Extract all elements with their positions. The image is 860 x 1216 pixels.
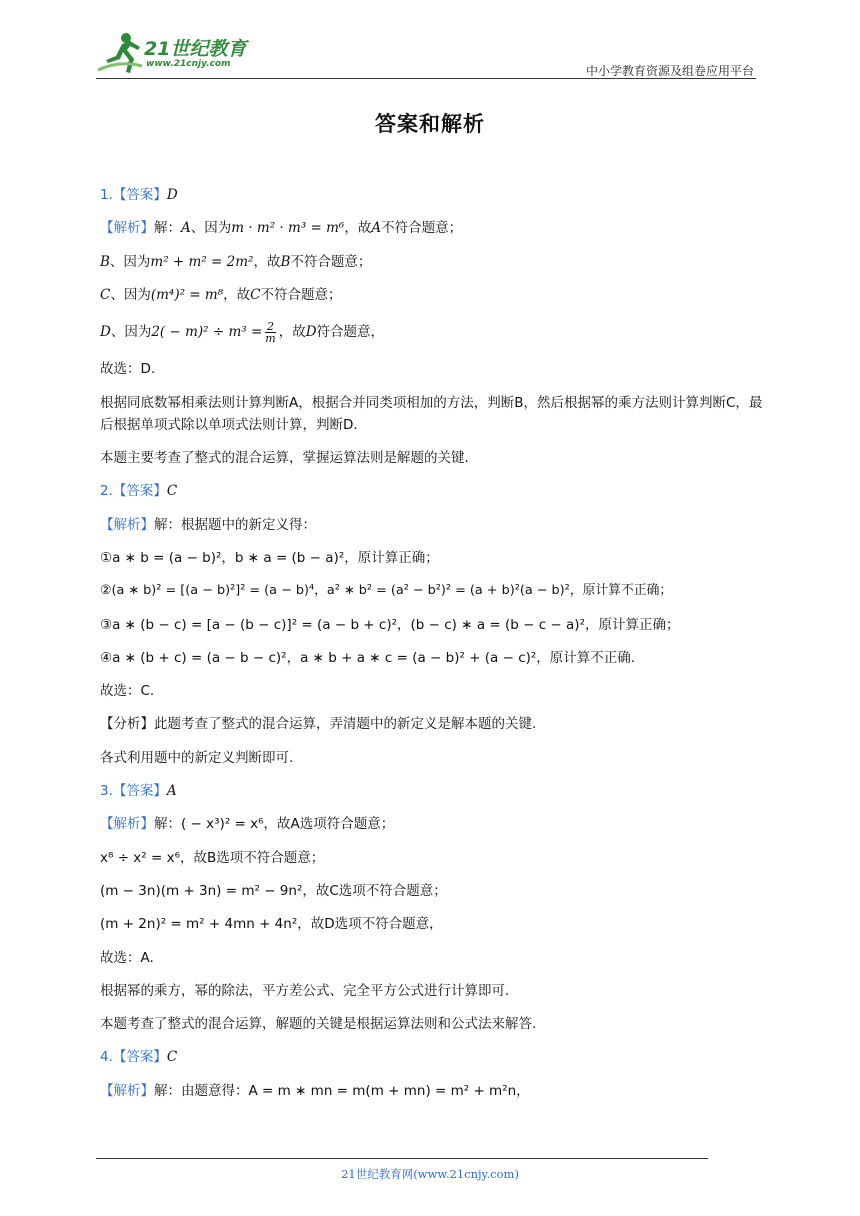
answer-label: 【答案】	[112, 483, 167, 500]
platform-name: 中小学教育资源及组卷应用平台	[585, 64, 754, 78]
q4-number: 4.	[100, 1049, 113, 1066]
option-letter: D	[100, 324, 111, 341]
page-footer[interactable]: 21世纪教育网(www.21cnjy.com)	[341, 1167, 519, 1181]
answer-label: 【答案】	[112, 1049, 167, 1066]
q1-note-2: 本题主要考查了整式的混合运算，掌握运算法则是解题的关键.	[100, 450, 469, 467]
q1-note-1: 根据同底数幂相乘法则计算判断A，根据合并同类项相加的方法，判断B，然后根据幂的乘方法则计算判断C，最后根据单项式除以单项式法则计算，判断D.	[100, 394, 763, 433]
fraction-numerator: 2	[267, 320, 274, 334]
q2-analysis-line-1	[100, 514, 770, 536]
site-logo	[96, 30, 266, 76]
page-header	[96, 30, 756, 79]
fraction-denominator: m	[265, 332, 276, 346]
q2-analysis-line-4: ③a ∗ (b − c) = [a − (b − c)]² = (a − b + c)²，(b − c) ∗ a = (b − c − a)²，原计算正确；	[100, 616, 680, 633]
q1-choose: 故选：D.	[100, 361, 156, 378]
q4-answer-line	[100, 1046, 770, 1068]
option-letter: D	[305, 324, 317, 341]
q1-analysis-line-2	[100, 251, 770, 273]
option-letter: A	[181, 220, 191, 237]
text: 解：由题意得：A = m ∗ mn = m(m + mn) = m² + m²n，	[154, 1082, 530, 1099]
answer-label: 【答案】	[112, 187, 167, 203]
text: 不符合题意；	[290, 253, 372, 270]
text: 解：根据题中的新定义得：	[154, 516, 316, 533]
text: ，故	[344, 220, 372, 237]
q4-analysis-line-1	[100, 1080, 770, 1102]
q1-number: 1.	[100, 187, 113, 203]
math-expression: m · m² · m³ = m⁶	[231, 220, 345, 237]
q3-analysis-line-2: x⁸ ÷ x² = x⁶，故B选项不符合题意；	[100, 849, 325, 866]
q1-answer-line	[100, 184, 770, 206]
q3-answer: A	[166, 783, 177, 800]
q1-analysis-line-4	[100, 317, 770, 347]
q2-number: 2.	[100, 483, 113, 500]
q4-answer: C	[166, 1049, 178, 1066]
q3-number: 3.	[100, 783, 113, 800]
runner-logo-icon	[96, 30, 144, 76]
q3-answer-line	[100, 780, 770, 802]
q3-analysis-line-3: (m − 3n)(m + 3n) = m² − 9n²，故C选项不符合题意；	[100, 882, 447, 899]
option-letter: B	[100, 253, 110, 270]
q3-note-2: 本题考查了整式的混合运算，解题的关键是根据运算法则和公式法来解答.	[100, 1016, 537, 1033]
analysis-label: 【解析】	[100, 220, 154, 237]
text: 此题考查了整式的混合运算，弄清题中的新定义是解本题的关键.	[154, 716, 537, 733]
analysis-label: 【解析】	[100, 516, 154, 533]
q2-analysis-line-5: ④a ∗ (b + c) = (a − b − c)²，a ∗ b + a ∗ c = (a − b)² + (a − c)²，原计算不正确.	[100, 649, 636, 666]
text: 、因为	[190, 220, 232, 237]
logo-text: 21世纪教育	[144, 38, 247, 60]
q3-analysis-line-4: (m + 2n)² = m² + 4mn + 4n²，故D选项不符合题意，	[100, 916, 443, 933]
page-title: 答案和解析	[375, 112, 485, 136]
text: 、因为	[110, 286, 151, 303]
option-letter: C	[100, 286, 111, 303]
math-expression: m² + m² = 2m²	[150, 253, 254, 270]
q3-choose: 故选：A.	[100, 949, 154, 966]
text: 解：	[154, 220, 181, 237]
text: ，故	[223, 286, 251, 303]
option-letter: B	[280, 253, 291, 270]
logo-url: www.21cnjy.com	[146, 59, 231, 69]
option-letter: C	[250, 286, 261, 303]
analysis-label: 【解析】	[100, 816, 154, 833]
math-expression: 2( − m)² ÷ m³ =	[151, 324, 263, 341]
text: 不符合题意；	[260, 286, 342, 303]
q2-answer-line	[100, 480, 770, 502]
q3-note-1: 根据幂的乘方，幂的除法，平方差公式、完全平方公式进行计算即可.	[100, 982, 510, 999]
q2-note: 各式利用题中的新定义判断即可.	[100, 749, 294, 766]
q2-analysis-line-2: ①a ∗ b = (a − b)²，b ∗ a = (b − a)²，原计算正确；	[100, 549, 439, 566]
text: ，故	[278, 324, 306, 341]
q2-fenxi-line	[100, 713, 770, 735]
q1-analysis-line-1	[100, 217, 770, 239]
q3-analysis-line-1	[100, 813, 770, 835]
math-expression: (m⁴)² = m⁸	[150, 286, 224, 303]
q2-analysis-line-3: ②(a ∗ b)² = [(a − b)²]² = (a − b)⁴，a² ∗ b² = (a² − b²)² = (a + b)²(a − b)²，原计算不正确；	[100, 583, 673, 599]
q1-analysis-line-3	[100, 284, 770, 306]
text: 解：( − x³)² = x⁶，故A选项符合题意；	[154, 816, 395, 833]
answer-content	[100, 184, 770, 1113]
option-letter: A	[371, 220, 382, 237]
text: 、因为	[110, 324, 152, 341]
text: 不符合题意；	[381, 220, 463, 237]
text: ，故	[253, 253, 281, 270]
text: 符合题意，	[316, 324, 385, 341]
text: 、因为	[109, 253, 151, 270]
analysis-label: 【解析】	[100, 1082, 154, 1099]
fenxi-label: 【分析】	[100, 716, 154, 733]
q2-answer: C	[166, 483, 178, 500]
q2-choose: 故选：C.	[100, 683, 155, 700]
q1-answer: D	[166, 187, 178, 203]
answer-label: 【答案】	[112, 783, 167, 800]
fraction	[265, 321, 275, 344]
footer-divider	[96, 1158, 708, 1159]
